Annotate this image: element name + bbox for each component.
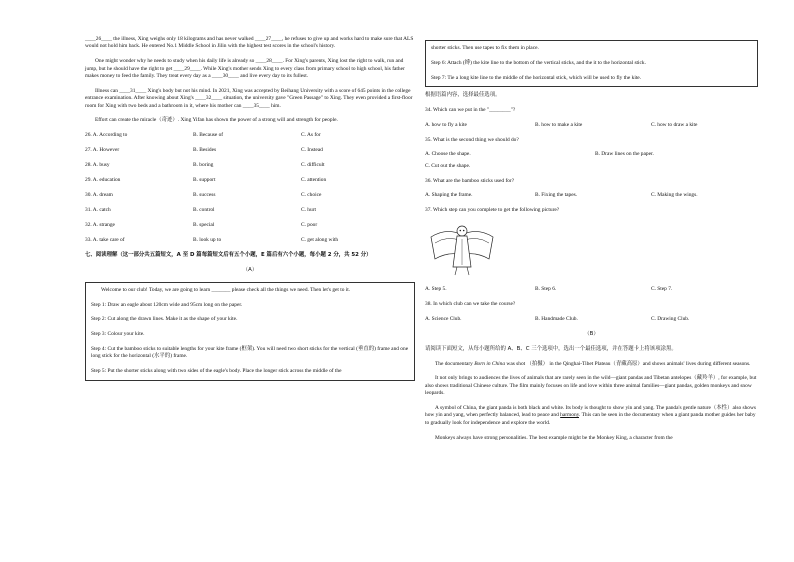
option-c: C. difficult xyxy=(301,162,325,169)
question-36: 36. What are the bamboo sticks used for? xyxy=(425,177,515,184)
option-c: C. hurt xyxy=(301,207,316,214)
option-a: 29. A. education xyxy=(85,177,121,184)
option-a: A. how to fly a kite xyxy=(425,121,467,128)
box-line: Step 4: Cut the bamboo sticks to suitable lengths for your kite frame (框架). You will need two short sticks for the vertical (垂直的) frame and one long stick for the horizontal (水平的) frame. xyxy=(91,346,409,360)
option-b: B. Step 6. xyxy=(535,286,557,293)
passage-paragraph: One might wonder why he needs to study when his daily life is already so ____28____. For Xing's parents, Xing lost the right to walk, run and jump, but he should have the right to get ____29____. While Xing's mother sends Xing to every class from primary school to high school, his father makes money to feed the family. They treat every day as a ____30____ and live every day to its fullest. xyxy=(85,58,405,80)
option-b: B. boring xyxy=(193,162,214,169)
option-a: A. Science Club. xyxy=(425,316,462,322)
option-c: C. Instead xyxy=(301,147,323,154)
option-a: 27. A. However xyxy=(85,147,120,154)
option-a: 26. A. According to xyxy=(85,132,128,139)
option-b: B. success xyxy=(193,192,216,199)
passage-paragraph: Monkeys always have strong personalities. The best example might be the Monkey King, a character from the xyxy=(435,434,673,441)
passage-label: （B） xyxy=(584,331,599,337)
choice-row xyxy=(85,162,415,169)
choice-row xyxy=(85,207,415,214)
option-a: A. Choose the shape. xyxy=(425,151,471,158)
choice-row xyxy=(425,316,758,323)
option-b: B. Handmade Club. xyxy=(535,316,578,322)
box-line: shorter sticks. Then use tapes to fix them in place. xyxy=(431,45,539,51)
choice-list xyxy=(85,132,415,244)
instruction-box-continued xyxy=(425,40,758,87)
kite-picture xyxy=(427,219,497,279)
documentary-title: Born in China xyxy=(474,360,506,367)
instruction-box xyxy=(85,282,415,381)
question-37: 37. Which step can you complete to get the following picture? xyxy=(425,207,560,214)
option-a: 33. A. take care of xyxy=(85,237,125,244)
box-line: Step 6: Attach (缚) the kite line to the bottom of the vertical sticks, and the it to the horizontal stick. xyxy=(431,59,646,66)
left-column xyxy=(85,36,415,381)
option-a: 30. A. dream xyxy=(85,192,113,199)
choice-row xyxy=(85,222,415,229)
choice-row xyxy=(425,122,758,129)
underlined-word: harmony xyxy=(560,412,579,419)
box-line: Step 3: Colour your kite. xyxy=(91,331,145,338)
right-column xyxy=(425,40,758,449)
option-c: C. poor xyxy=(301,222,318,229)
option-c: C. Making the wings. xyxy=(651,192,698,199)
box-line: Welcome to our club! Today, we are going to learn _______ please check all the things we need. Then let's get to it. xyxy=(101,286,351,293)
option-c: C. attention xyxy=(301,177,327,184)
option-c: C. Drawing Club. xyxy=(651,316,690,322)
choice-row xyxy=(85,147,415,154)
passage-paragraph: The documentary Born in China was shot （拍摄） in the Qinghai-Tibet Plateau（青藏高原）and shows animals' lives during different seasons. xyxy=(435,360,751,367)
option-b: B. support xyxy=(193,177,216,184)
option-b: B. Besides xyxy=(193,147,217,154)
passage-paragraph: Effort can create the miracle（奇迹）. Xing Yifan has shown the power of a strong will and strength for people. xyxy=(95,117,338,124)
box-line: Step 2: Cut along the drawn lines. Make it as the shape of your kite. xyxy=(91,316,238,323)
section-title: 七、阅读理解（这一部分共五篇短文，A 至 D 篇每篇短文后有五个小题，E 篇后有六个小题，每小题 2 分，共 52 分） xyxy=(85,252,372,259)
passage-paragraph: It not only brings to audiences the lives of animals that are rarely seen in the wild—giant pandas and Tibetan antelopes（藏羚羊）, for example, but also shows traditional Chinese culture. The film mainly focuses on life and love within three animal families—giant pandas, golden monkeys and snow leopards. xyxy=(425,375,757,397)
option-b: B. how to make a kite xyxy=(535,121,583,128)
option-b: B. control xyxy=(193,207,215,214)
option-b: B. Fixing the tapes. xyxy=(535,192,578,199)
choice-row xyxy=(85,177,415,184)
passage-label: （A） xyxy=(242,267,258,274)
passage-paragraph: A symbol of China, the giant panda is both black and white. Its body is thought to show yin and yang. The panda's gentle nature（本性）also shows how yin and yang, when perfectly balanced, lead to peace and harmony. This can be seen in the documentary when a giant panda mother guides her baby to gradually look for independence and explore the world. xyxy=(425,405,756,426)
choice-row xyxy=(85,237,415,244)
choice-row xyxy=(85,192,415,199)
option-c: C. As for xyxy=(301,132,321,139)
question-34: 34. Which can we put in the "________"? xyxy=(425,106,516,113)
question-38: 38. In which club can we take the course? xyxy=(425,301,516,308)
instruction: 请阅读下面短文，从每小题所给的 A、B、C 三个选项中，选出一个最佳选项，并在答题卡上将该项涂黑。 xyxy=(425,345,677,352)
question-35: 35. What is the second thing we should do? xyxy=(425,136,519,143)
choice-row xyxy=(425,192,758,199)
option-c: C. Cut out the shape. xyxy=(425,162,471,169)
box-line: Step 7: Tie a long kite line to the middle of the horizontal stick, which will be used to fly the kite. xyxy=(431,74,642,81)
choice-row xyxy=(425,151,758,158)
option-c: C. Step 7. xyxy=(651,286,673,293)
option-b: B. Draw lines on the paper. xyxy=(595,151,654,158)
option-b: B. Because of xyxy=(193,132,224,139)
option-c: C. choice xyxy=(301,192,322,199)
option-a: A. Step 5. xyxy=(425,286,447,293)
option-a: 32. A. strange xyxy=(85,222,115,229)
option-c: C. how to draw a kite xyxy=(651,121,698,128)
option-a: A. Shaping the frame. xyxy=(425,192,473,199)
option-b: B. look up to xyxy=(193,237,222,244)
option-a: 28. A. busy xyxy=(85,162,110,169)
choice-row xyxy=(85,132,415,139)
instruction: 根据语篇内容，选择最佳选项。 xyxy=(425,92,501,98)
box-line: Step 1: Draw an eagle about 120cm wide and 95cm long on the paper. xyxy=(91,301,243,308)
option-a: 31. A. catch xyxy=(85,207,111,214)
passage-paragraph: Illness can ____31____ Xing's body but not his mind. In 2021, Xing was accepted by Beihang University with a score of 645 points in the college entrance examination. After knowing about Xing's ____32____ situation, the university gave "Green Passage" to Xing. They even provided a first-floor room for Xing with two beds and a bathroom in it, where his mother can ____35____ him. xyxy=(85,87,413,109)
option-b: B. special xyxy=(193,222,215,229)
choice-row xyxy=(425,286,758,293)
option-c: C. get along with xyxy=(301,237,339,244)
box-line: Step 5: Put the shorter sticks along with two sides of the eagle's body. Place the longer stick across the middle of the xyxy=(91,368,342,375)
passage-paragraph: ____26____ the illness, Xing weighs only 18 kilograms and has never walked ____27____, he refuses to give up and works hard to make sure that ALS would not hold him back. He entered No.1 Middle School in Jilin with the highest test scores in the school's history. xyxy=(85,36,414,50)
